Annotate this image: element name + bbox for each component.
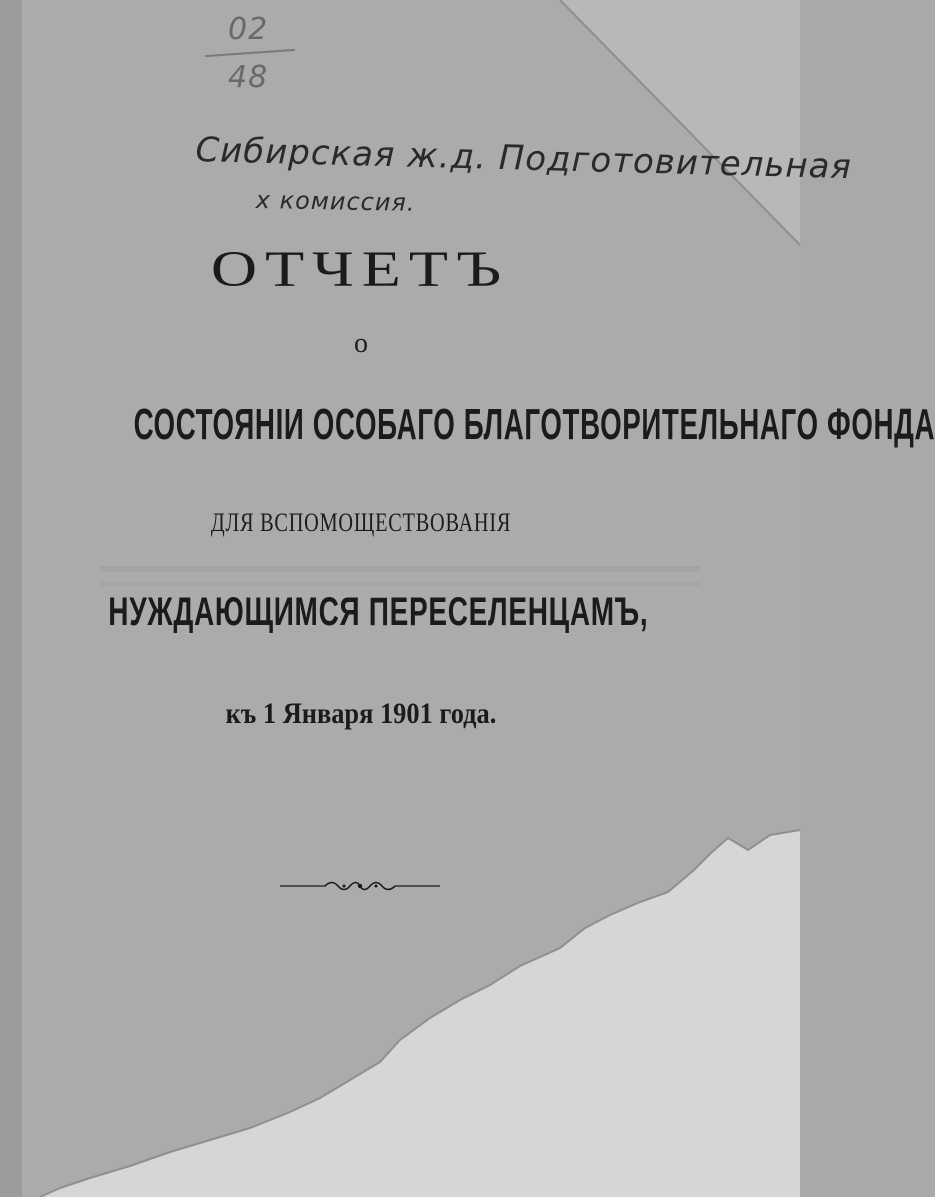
shelfmark-top: 02 [228,12,269,47]
ornament-divider [280,876,440,896]
report-date: къ 1 Января 1901 года. [225,697,497,730]
shelfmark-bottom: 48 [228,60,269,95]
recipients-line: НУЖДАЮЩИМСЯ ПЕРЕСЕЛЕНЦАМЪ, [108,590,649,634]
title-preposition: о [354,328,368,359]
fund-name-line: СОСТОЯНІИ ОСОБАГО БЛАГОТВОРИТЕЛЬНАГО ФОНДА [133,400,935,449]
handwritten-note-line-1: Сибирская ж.д. Подготовительная [194,130,853,188]
handwritten-note-line-2: х комиссия. [255,186,416,217]
document-title: ОТЧЕТЪ [210,240,510,297]
purpose-line: ДЛЯ ВСПОМОЩЕСТВОВАНІЯ [210,508,512,537]
